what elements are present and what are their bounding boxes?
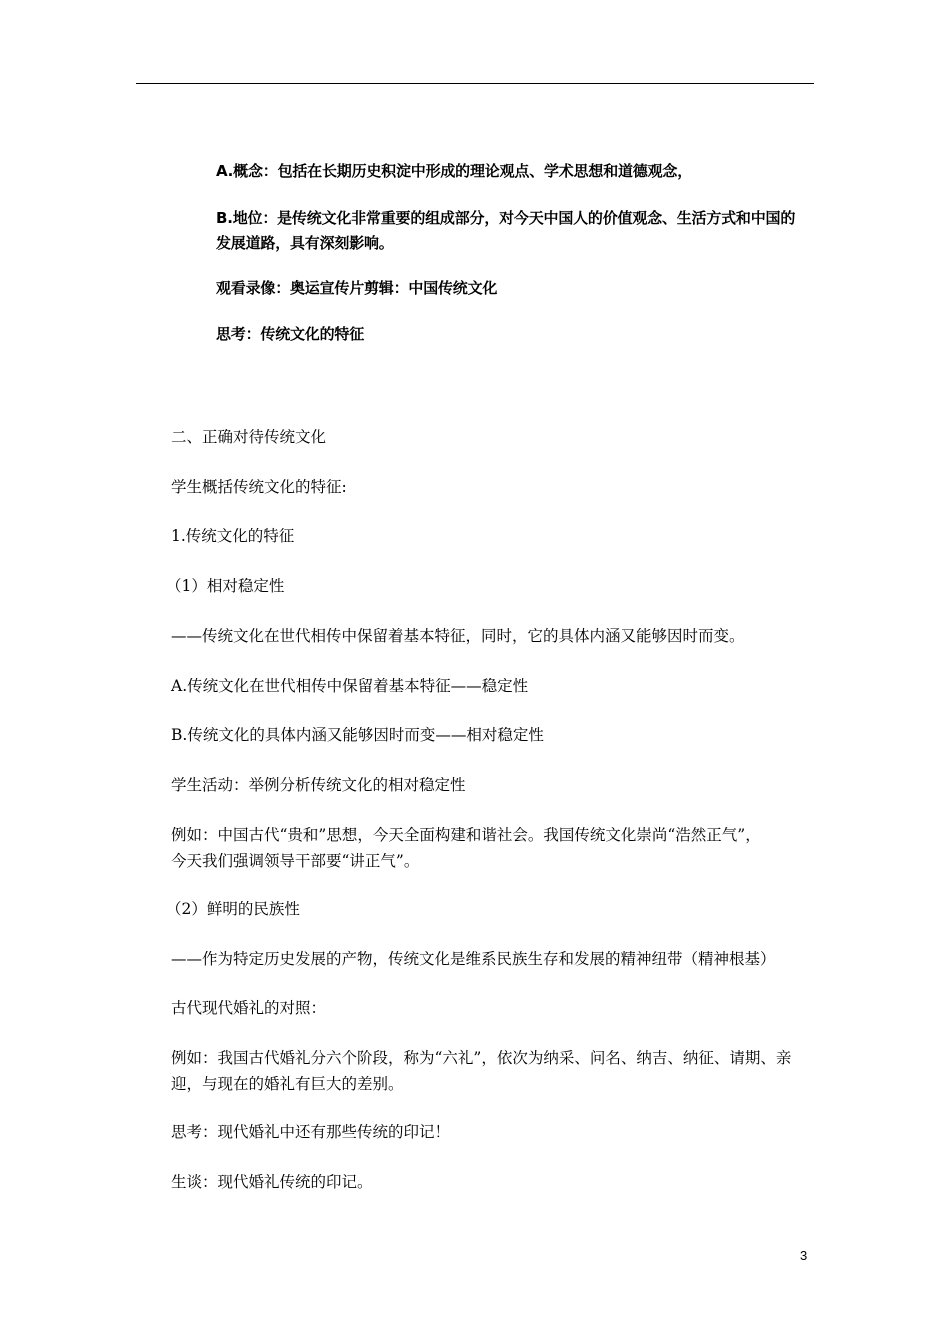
concept-line: A.概念：包括在长期历史积淀中形成的理论观点、学术思想和道德观念，: [216, 162, 692, 180]
sub1-title: （1）相对稳定性: [166, 577, 285, 595]
sub2-definition: ——作为特定历史发展的产物，传统文化是维系民族生存和发展的精神纽带（精神根基）: [171, 950, 776, 968]
status-line-1: B.地位：是传统文化非常重要的组成部分，对今天中国人的价值观念、生活方式和中国的: [216, 209, 796, 227]
status-line-2: 发展道路，具有深刻影响。: [216, 234, 394, 252]
student-talk-line: 生谈：现代婚礼传统的印记。: [171, 1173, 373, 1191]
section-heading: 二、正确对待传统文化: [171, 428, 327, 446]
header-rule: [136, 83, 814, 84]
example1-line-1: 例如：中国古代“贵和”思想，今天全面构建和谐社会。我国传统文化崇尚“浩然正气”，: [171, 826, 761, 844]
example2-line-2: 迎，与现在的婚礼有巨大的差别。: [171, 1075, 404, 1093]
activity-line: 学生活动：举例分析传统文化的相对稳定性: [171, 776, 466, 794]
sub1-point-b: B.传统文化的具体内涵又能够因时而变——相对稳定性: [171, 726, 544, 744]
sub1-definition: ——传统文化在世代相传中保留着基本特征，同时，它的具体内涵又能够因时而变。: [171, 627, 745, 645]
page-number: 3: [800, 1248, 808, 1263]
sub1-point-a: A.传统文化在世代相传中保留着基本特征——稳定性: [171, 677, 529, 695]
video-line: 观看录像：奥运宣传片剪辑：中国传统文化: [216, 279, 498, 297]
feature-title: 1.传统文化的特征: [171, 527, 295, 545]
sub2-title: （2）鲜明的民族性: [166, 900, 300, 918]
example2-line-1: 例如：我国古代婚礼分六个阶段，称为“六礼”，依次为纳采、问名、纳吉、纳征、请期、亲: [171, 1049, 792, 1067]
think-line: 思考：传统文化的特征: [216, 325, 365, 343]
wedding-compare-line: 古代现代婚礼的对照：: [171, 999, 327, 1017]
intro-line: 学生概括传统文化的特征:: [171, 478, 347, 496]
example1-line-2: 今天我们强调领导干部要“讲正气”。: [171, 852, 420, 870]
think2-line: 思考：现代婚礼中还有那些传统的印记！: [171, 1123, 451, 1141]
